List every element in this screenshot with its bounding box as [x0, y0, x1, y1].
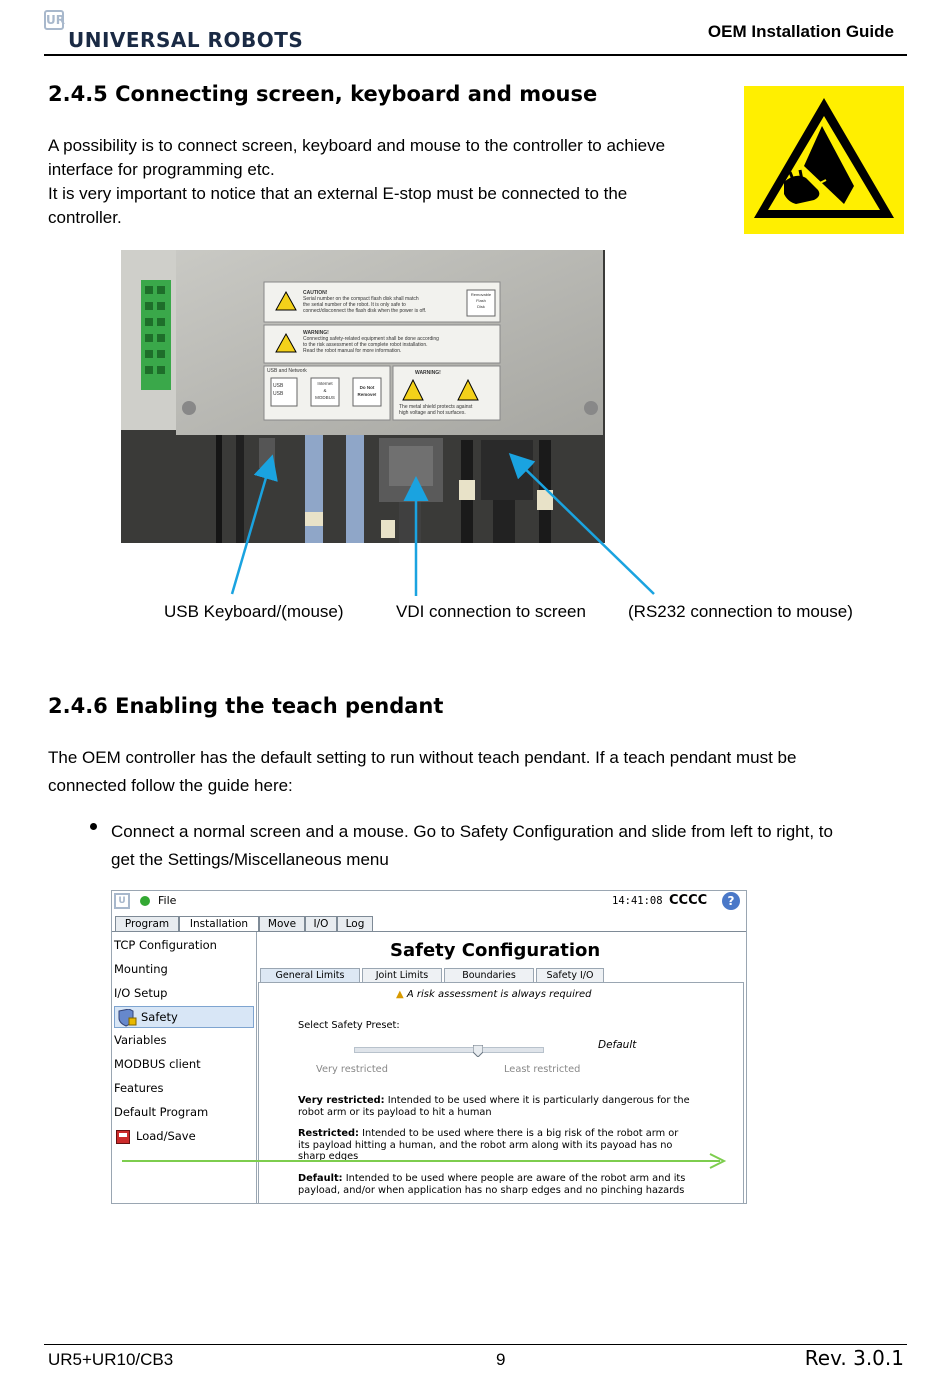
flash-label-line: Disk	[477, 304, 485, 309]
para-line: The OEM controller has the default setting to run without teach pendant. If a teach pendant must be	[48, 748, 797, 767]
floppy-save-icon	[116, 1130, 130, 1144]
do-not-line: Do Not	[359, 385, 375, 390]
port-internet-line: &	[323, 388, 327, 393]
robot-name: CCCC	[669, 893, 708, 908]
para-line: It is very important to notice that an external E-stop must be connected to the	[48, 184, 628, 203]
desc-line: sharp edges	[298, 1151, 359, 1162]
usb-network-label: USB and Network	[267, 368, 307, 374]
section-2-4-6-paragraph	[48, 744, 908, 800]
nav-load-save[interactable]: Load/Save	[136, 1129, 196, 1143]
slide-right-arrow	[112, 1153, 747, 1169]
para-line: connected follow the guide here:	[48, 776, 293, 795]
warning2-title: WARNING!	[415, 370, 441, 376]
nav-io-setup[interactable]: I/O Setup	[114, 986, 168, 1000]
nav-tcp-configuration[interactable]: TCP Configuration	[114, 938, 217, 952]
desc-line: Intended to be used where people are aware of the robot arm and its	[345, 1173, 686, 1184]
desc-term: Restricted:	[298, 1128, 359, 1139]
flash-label-line: Removable	[470, 292, 492, 297]
pointer-arrows	[0, 0, 950, 620]
para-line: controller.	[48, 208, 122, 227]
risk-note-text: A risk assessment is always required	[406, 989, 592, 1000]
do-not-line: Remove!	[357, 392, 377, 397]
warning-title: WARNING!	[303, 330, 329, 336]
footer-page-number: 9	[496, 1350, 506, 1369]
caution-line: Serial number on the compact flash disk shall match	[303, 296, 419, 302]
nav-features[interactable]: Features	[114, 1081, 164, 1095]
slider-min-label: Very restricted	[316, 1064, 388, 1075]
tab-io[interactable]: I/O	[305, 916, 337, 932]
tab-log[interactable]: Log	[337, 916, 373, 932]
caution-line: connect/disconnect the flash disk when the power is off.	[303, 308, 427, 314]
warning-icon: ▲	[396, 989, 404, 1000]
subtab-safety-io[interactable]: Safety I/O	[536, 968, 604, 982]
desc-line: its payload hitting a human, and the robot arm along with its payoad has no	[298, 1139, 673, 1151]
nav-default-program[interactable]: Default Program	[114, 1105, 209, 1119]
desc-line: Intended to be used where there is a big risk of the robot arm or	[362, 1128, 679, 1139]
port-internet-line: MODBUS	[315, 395, 335, 400]
footer-model: UR5+UR10/CB3	[48, 1350, 174, 1369]
tab-program[interactable]: Program	[115, 916, 179, 932]
para-line: A possibility is to connect screen, keyboard and mouse to the controller to achieve	[48, 136, 666, 155]
preset-slider-track[interactable]	[354, 1047, 544, 1053]
desc-line: payload, and/or when application has no sharp edges and no pinching hazards	[298, 1184, 685, 1196]
para-line: interface for programming etc.	[48, 160, 275, 179]
risk-note	[396, 989, 591, 1000]
caption-rs232: (RS232 connection to mouse)	[628, 602, 853, 621]
rs232-arrow	[516, 460, 654, 594]
tab-move[interactable]: Move	[259, 916, 305, 932]
nav-safety[interactable]: Safety	[141, 1010, 178, 1024]
caution-title: CAUTION!	[303, 290, 328, 296]
subtab-boundaries[interactable]: Boundaries	[444, 968, 534, 982]
port-usb: USB	[273, 383, 284, 389]
nav-modbus-client[interactable]: MODBUS client	[114, 1057, 201, 1071]
caption-usb: USB Keyboard/(mouse)	[164, 602, 344, 621]
warning2-line: The metal shield protects against	[399, 404, 473, 410]
warning-line: Read the robot manual for more information.	[303, 348, 402, 354]
desc-line: Intended to be used where it is particularly dangerous for the	[387, 1095, 690, 1106]
section-heading-2-4-5: 2.4.5 Connecting screen, keyboard and mouse	[48, 82, 598, 106]
ur-logo-icon: U	[114, 893, 130, 909]
desc-very-restricted	[298, 1095, 718, 1118]
flash-label-line: Flash	[476, 298, 486, 303]
slider-max-label: Least restricted	[504, 1064, 581, 1075]
status-light-icon	[140, 896, 150, 906]
bullet-item	[111, 818, 911, 874]
section-heading-2-4-6: 2.4.6 Enabling the teach pendant	[48, 694, 444, 718]
preset-value: Default	[598, 1039, 637, 1051]
desc-default	[298, 1173, 718, 1196]
clock: 14:41:08	[612, 895, 663, 907]
port-usb: USB	[273, 391, 284, 397]
usb-arrow	[232, 464, 270, 594]
desc-line: robot arm or its payload to hit a human	[298, 1106, 492, 1118]
desc-term: Default:	[298, 1173, 343, 1184]
warning-line: Connecting safety-related equipment shall be done according	[303, 336, 439, 342]
pendant-screenshot	[111, 890, 747, 1204]
footer-rule	[44, 1344, 907, 1345]
guide-title: OEM Installation Guide	[707, 22, 894, 41]
warning2-line: high voltage and hot surfaces.	[399, 410, 466, 416]
bullet-line: get the Settings/Miscellaneous menu	[111, 850, 389, 869]
nav-mounting[interactable]: Mounting	[114, 962, 168, 976]
caution-line: the serial number of the robot. It is only safe to	[303, 302, 406, 308]
subtab-general-limits[interactable]: General Limits	[260, 968, 360, 982]
tab-bar-rule	[112, 931, 747, 932]
caption-vdi: VDI connection to screen	[396, 602, 586, 621]
warning-line: to the risk assessment of the complete robot installation.	[303, 342, 428, 348]
safety-config-title: Safety Configuration	[390, 940, 601, 961]
preset-slider-knob[interactable]	[473, 1042, 483, 1054]
tab-installation[interactable]: Installation	[179, 916, 259, 932]
help-icon[interactable]: ?	[722, 892, 740, 910]
brand-logo-text: UNIVERSAL ROBOTS	[68, 28, 304, 52]
desc-term: Very restricted:	[298, 1095, 385, 1106]
bullet-dot	[90, 823, 97, 830]
port-internet-line: Internet	[317, 381, 333, 386]
nav-variables[interactable]: Variables	[114, 1033, 167, 1047]
preset-label: Select Safety Preset:	[298, 1020, 400, 1031]
shield-lock-icon	[117, 1009, 137, 1027]
nav-safety-highlight[interactable]	[114, 1006, 254, 1028]
bullet-line: Connect a normal screen and a mouse. Go to Safety Configuration and slide from left to right, to	[111, 822, 833, 841]
footer-revision: Rev. 3.0.1	[804, 1346, 904, 1370]
logo-mark: UR	[44, 10, 64, 30]
general-limits-panel	[258, 982, 744, 1204]
subtab-joint-limits[interactable]: Joint Limits	[362, 968, 442, 982]
file-menu[interactable]: File	[158, 894, 177, 907]
